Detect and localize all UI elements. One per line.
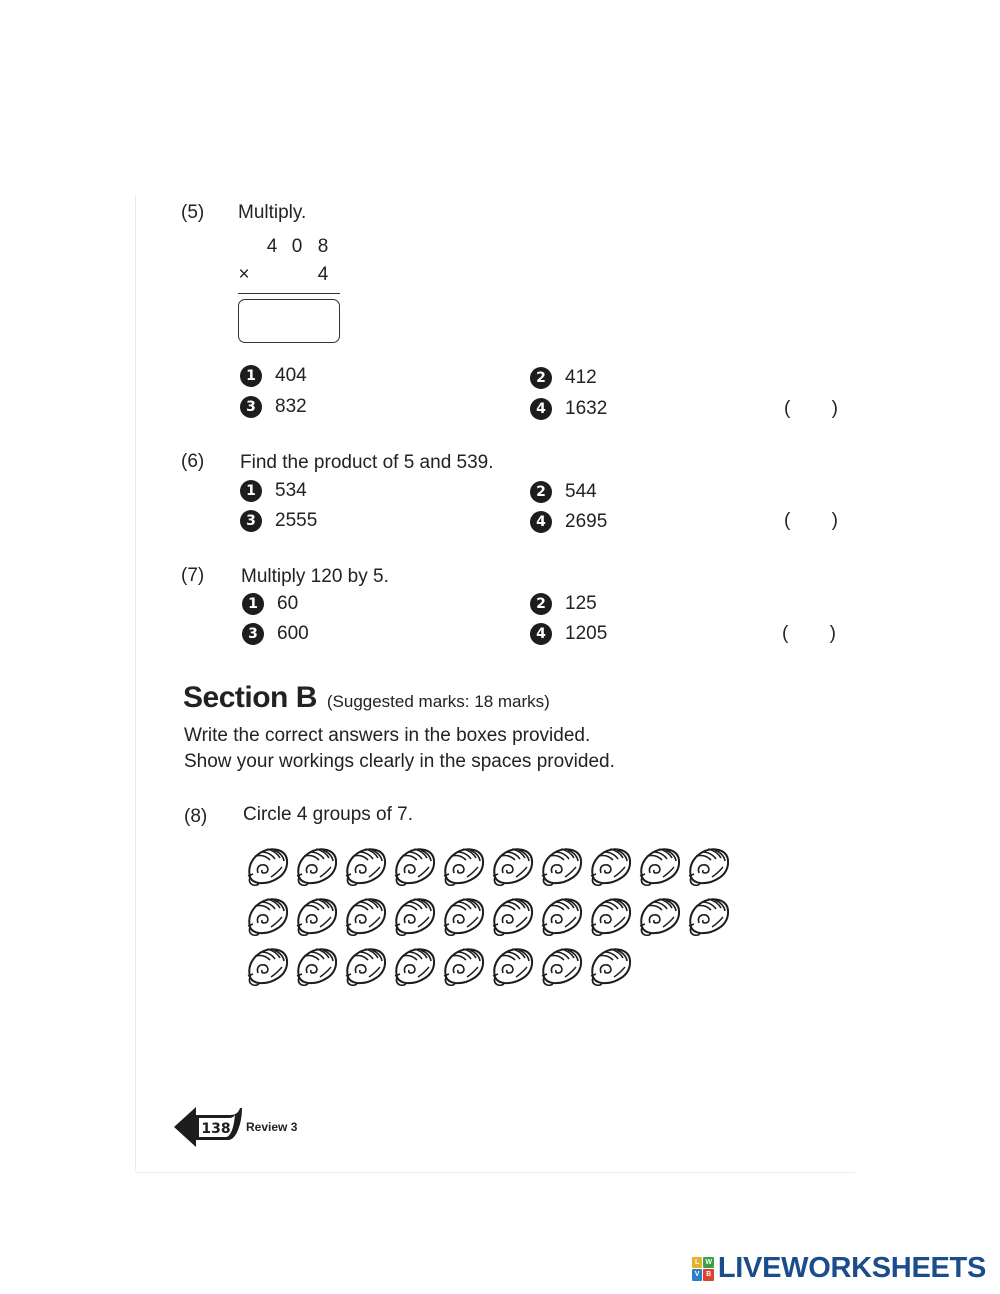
question-6-option-3[interactable] (240, 510, 317, 532)
answer-parentheses[interactable] (782, 623, 836, 645)
question-7-option-2[interactable] (530, 593, 597, 615)
number-badge-icon: 2 (530, 481, 552, 503)
number-badge-icon: 1 (240, 480, 262, 502)
question-5-option-3[interactable] (240, 396, 307, 418)
multiplicand-digit: 8 (317, 236, 329, 257)
option-value: 2555 (275, 510, 318, 531)
shell-icon[interactable] (244, 843, 292, 891)
section-title: Section B (183, 681, 317, 714)
question-6-prompt: Find the product of 5 and 539. (240, 452, 494, 473)
section-instruction: Show your workings clearly in the spaces provided. (184, 751, 615, 772)
option-value: 125 (565, 593, 597, 614)
shell-icon[interactable] (244, 893, 292, 941)
shell-icon[interactable] (391, 843, 439, 891)
shell-icon[interactable] (293, 943, 341, 991)
option-value: 544 (565, 481, 597, 502)
open-paren: ( (782, 623, 789, 644)
answer-box[interactable] (238, 299, 340, 343)
shell-icon[interactable] (489, 893, 537, 941)
question-6-option-1[interactable] (240, 480, 307, 502)
option-value: 1632 (565, 398, 608, 419)
footer-label: Review 3 (246, 1120, 298, 1134)
brand-name: LIVEWORKSHEETS (717, 1252, 986, 1284)
shell-icon[interactable] (489, 943, 537, 991)
number-badge-icon: 4 (530, 623, 552, 645)
section-marks: (Suggested marks: 18 marks) (326, 692, 550, 711)
question-5-option-2[interactable] (530, 367, 597, 389)
shell-icon[interactable] (342, 843, 390, 891)
shell-icon[interactable] (440, 943, 488, 991)
close-paren: ) (831, 510, 838, 531)
brand-logo[interactable] (692, 1252, 986, 1285)
liveworksheets-logo-icon (692, 1257, 714, 1281)
close-paren: ) (831, 398, 838, 419)
option-value: 600 (277, 623, 309, 644)
times-sign: × (238, 264, 250, 285)
question-6-option-2[interactable] (530, 481, 597, 503)
question-5-prompt: Multiply. (238, 202, 307, 223)
shell-icon[interactable] (489, 843, 537, 891)
question-7-prompt: Multiply 120 by 5. (241, 566, 389, 587)
number-badge-icon: 1 (240, 365, 262, 387)
answer-parentheses[interactable] (784, 510, 838, 532)
question-7-option-1[interactable] (242, 593, 298, 615)
shell-icon[interactable] (342, 943, 390, 991)
option-value: 534 (275, 480, 307, 501)
shell-icon[interactable] (440, 843, 488, 891)
page-number-badge (172, 1102, 244, 1153)
shell-row (244, 893, 734, 943)
question-7-option-3[interactable] (242, 623, 309, 645)
shell-icon[interactable] (342, 893, 390, 941)
logo-tile: L (692, 1257, 703, 1269)
logo-tile: V (692, 1269, 703, 1281)
number-badge-icon: 2 (530, 367, 552, 389)
shell-icon[interactable] (587, 943, 635, 991)
shell-icon[interactable] (685, 843, 733, 891)
question-6-number: (6) (181, 451, 205, 472)
section-heading (183, 681, 550, 715)
logo-tile: B (703, 1269, 714, 1281)
shell-icon[interactable] (587, 843, 635, 891)
shell-icon[interactable] (391, 943, 439, 991)
question-7-number: (7) (181, 565, 205, 586)
number-badge-icon: 1 (242, 593, 264, 615)
shell-icon[interactable] (538, 843, 586, 891)
option-value: 1205 (565, 623, 608, 644)
answer-parentheses[interactable] (784, 398, 838, 420)
number-badge-icon: 4 (530, 398, 552, 420)
question-7-option-4[interactable] (530, 623, 607, 645)
shell-icon[interactable] (587, 893, 635, 941)
shell-icon[interactable] (636, 893, 684, 941)
multiplicand-digit: 0 (291, 236, 303, 257)
option-value: 2695 (565, 511, 608, 532)
shell-icon[interactable] (538, 893, 586, 941)
close-paren: ) (829, 623, 836, 644)
number-badge-icon: 3 (242, 623, 264, 645)
question-6-option-4[interactable] (530, 511, 607, 533)
scan-edge-bottom (135, 1172, 855, 1173)
shell-icon[interactable] (685, 893, 733, 941)
question-5-number: (5) (181, 202, 205, 223)
shell-icon[interactable] (244, 943, 292, 991)
question-8-number: (8) (184, 806, 208, 827)
shell-row (244, 943, 734, 993)
number-badge-icon: 2 (530, 593, 552, 615)
shell-grid[interactable] (244, 843, 734, 993)
number-badge-icon: 3 (240, 396, 262, 418)
open-paren: ( (784, 510, 791, 531)
logo-tile: W (703, 1257, 714, 1269)
scan-edge (135, 195, 136, 1170)
multiplicand-digit: 4 (266, 236, 278, 257)
shell-icon[interactable] (636, 843, 684, 891)
option-value: 60 (277, 593, 299, 614)
shell-icon[interactable] (293, 893, 341, 941)
open-paren: ( (784, 398, 791, 419)
section-instruction: Write the correct answers in the boxes provided. (184, 725, 591, 746)
number-badge-icon: 3 (240, 510, 262, 532)
multiplier-digit: 4 (317, 264, 329, 285)
shell-icon[interactable] (440, 893, 488, 941)
shell-icon[interactable] (293, 843, 341, 891)
shell-row (244, 843, 734, 893)
number-badge-icon: 4 (530, 511, 552, 533)
shell-icon[interactable] (538, 943, 586, 991)
option-value: 404 (275, 365, 307, 386)
multiplication-rule-line (238, 293, 340, 294)
arrow-badge-icon (172, 1102, 244, 1148)
option-value: 832 (275, 396, 307, 417)
question-8-prompt: Circle 4 groups of 7. (243, 804, 414, 825)
shell-icon[interactable] (391, 893, 439, 941)
question-5-option-1[interactable] (240, 365, 307, 387)
question-5-option-4[interactable] (530, 398, 607, 420)
page-number: 138 (201, 1121, 231, 1137)
option-value: 412 (565, 367, 597, 388)
